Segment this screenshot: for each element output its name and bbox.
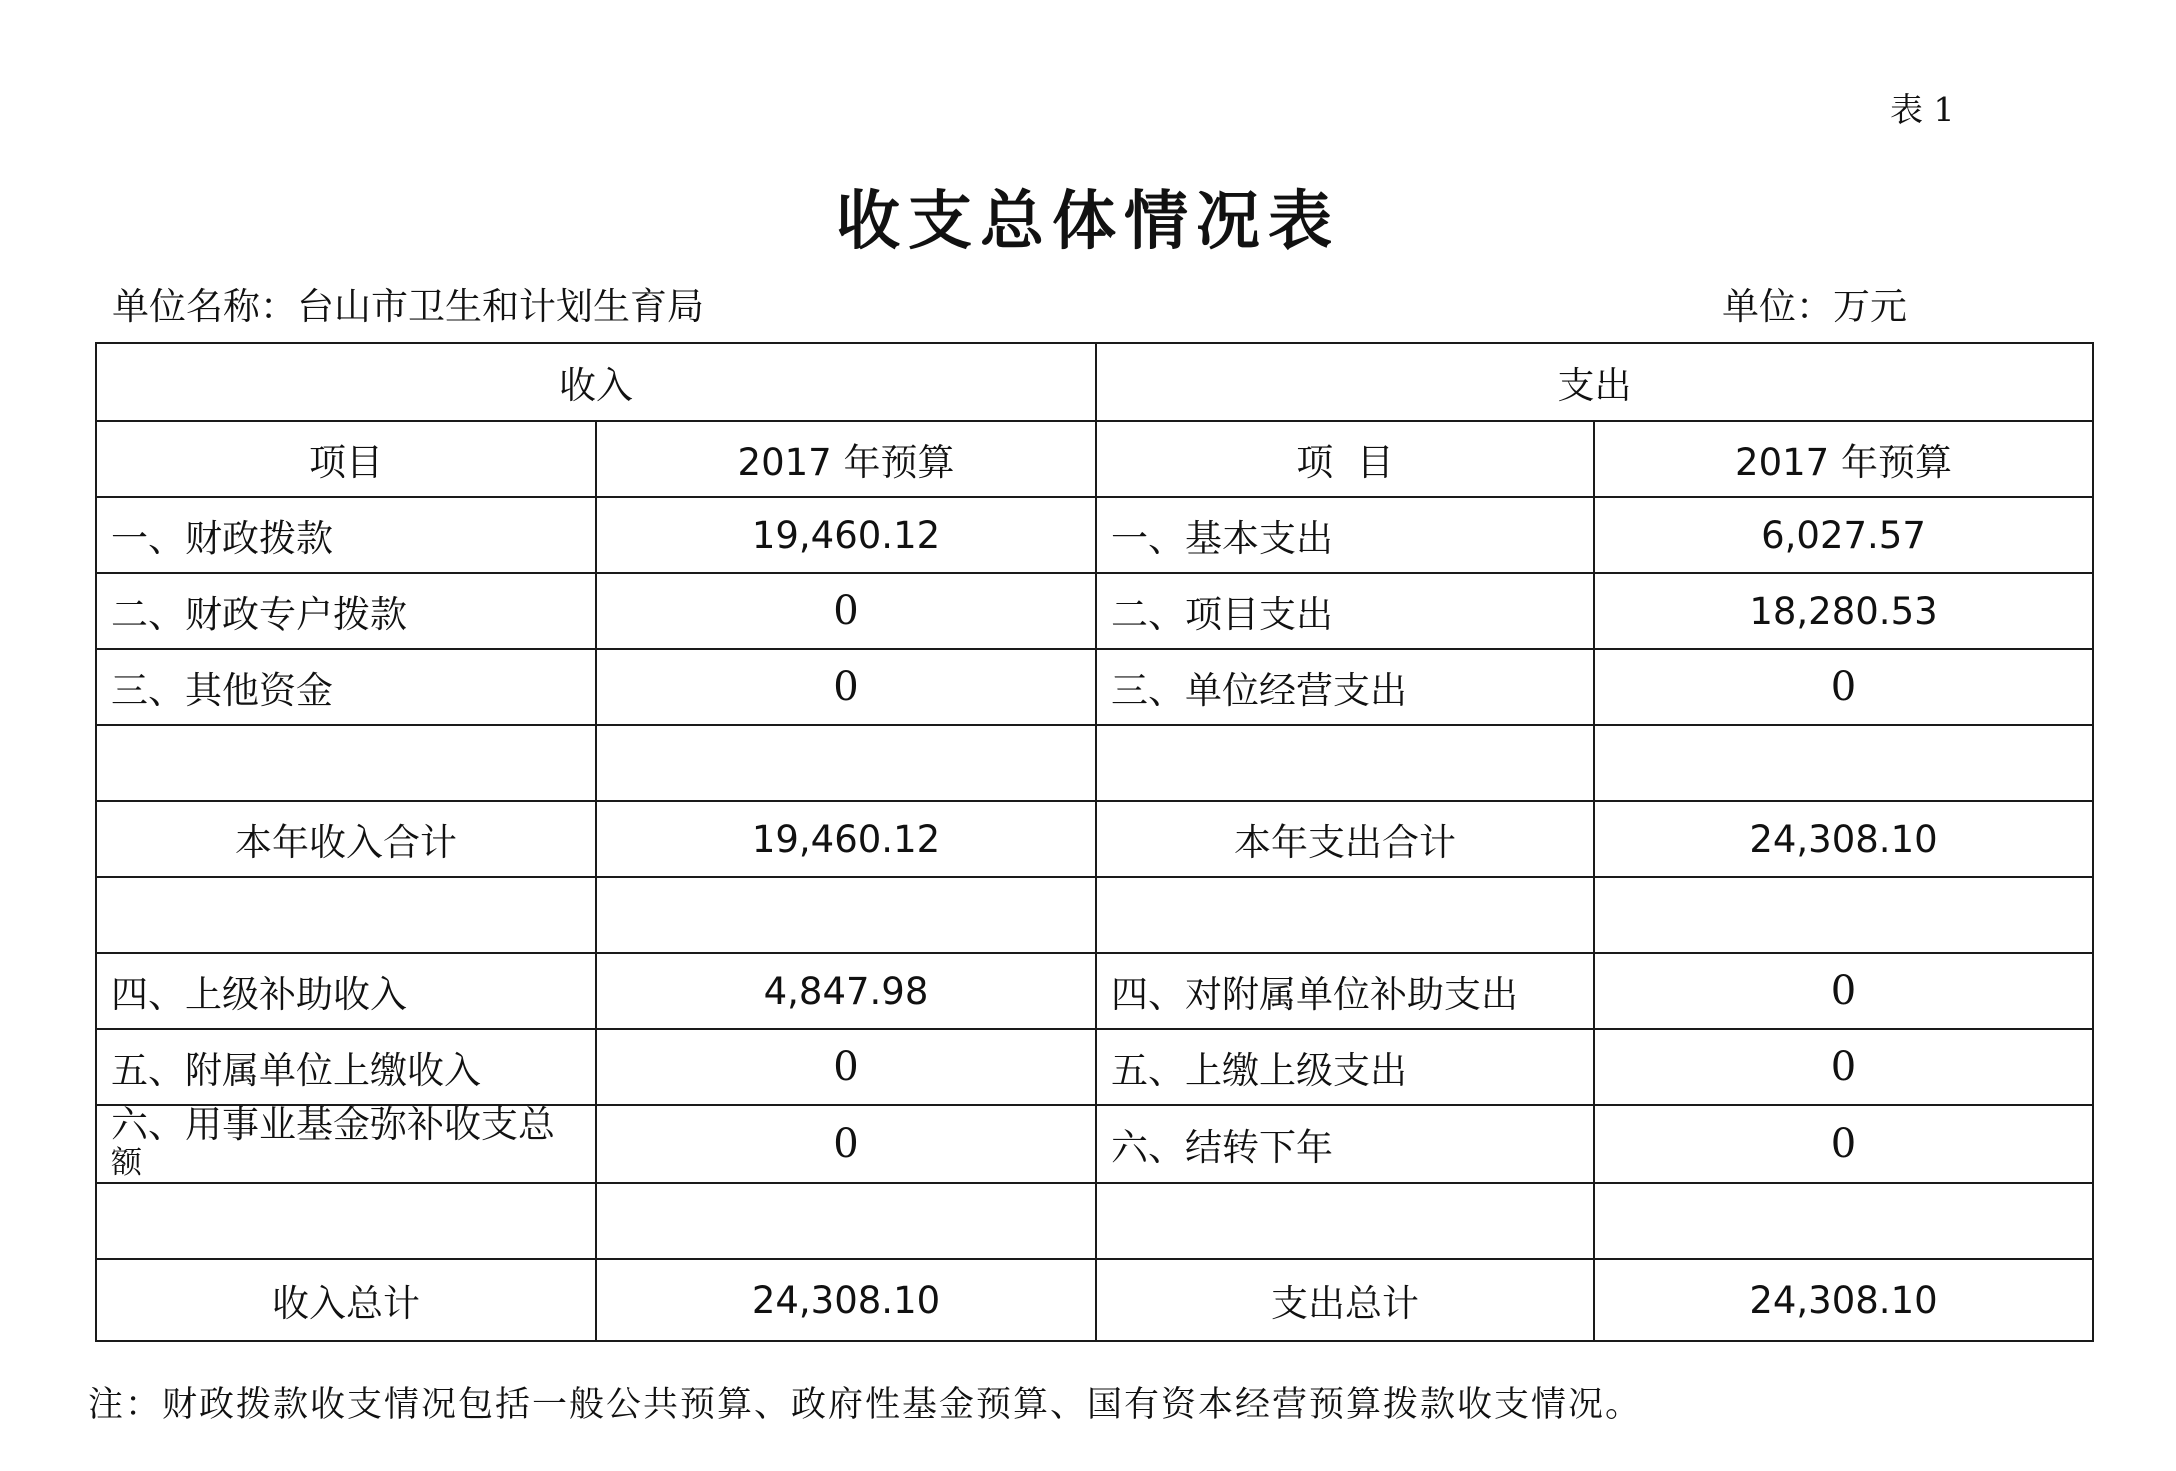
expense-value [1594,877,2093,953]
header-expense-item: 项 目 [1096,421,1594,497]
income-item [96,1183,596,1259]
income-subtotal-label: 本年收入合计 [96,801,596,877]
income-value [596,725,1096,801]
expense-item [1096,725,1594,801]
table-row-empty [96,1183,2093,1259]
table-row [96,1105,2093,1183]
table-row [96,649,2093,725]
expense-item [1096,877,1594,953]
income-item: 四、上级补助收入 [96,953,596,1029]
expense-subtotal-label: 本年支出合计 [1096,801,1594,877]
table-row-total [96,1259,2093,1341]
unit-line [112,276,1907,330]
document-title: 收支总体情况表 [836,185,1340,259]
budget-table [95,342,2094,1342]
expense-value: 0 [1594,1105,2093,1183]
header-expense-budget: 2017 年预算 [1594,421,2093,497]
table-row [96,497,2093,573]
income-subtotal-value: 19,460.12 [596,801,1096,877]
income-value: 0 [596,1029,1096,1105]
unit-of-measure: 单位：万元 [1722,285,1907,328]
income-item-line1: 六、用事业基金弥补收支总 [111,1103,555,1146]
income-item: 五、附属单位上缴收入 [96,1029,596,1105]
table-row [96,953,2093,1029]
table-row [96,573,2093,649]
income-total-label: 收入总计 [96,1259,596,1341]
table-row [96,1029,2093,1105]
table-number: 表 1 [1890,90,1955,129]
table-header-row [96,343,2093,421]
income-value [596,1183,1096,1259]
income-value: 4,847.98 [596,953,1096,1029]
expense-item: 二、项目支出 [1096,573,1594,649]
table-row-empty [96,877,2093,953]
expense-item: 一、基本支出 [1096,497,1594,573]
table-subheader-row [96,421,2093,497]
income-item-line2: 额 [111,1145,142,1181]
expense-total-value: 24,308.10 [1594,1259,2093,1341]
income-value: 0 [596,573,1096,649]
expense-item: 五、上缴上级支出 [1096,1029,1594,1105]
income-value [596,877,1096,953]
income-value: 0 [596,1105,1096,1183]
table-row-empty [96,725,2093,801]
income-item: 二、财政专户拨款 [96,573,596,649]
unit-name: 单位名称：台山市卫生和计划生育局 [112,285,704,328]
expense-value [1594,1183,2093,1259]
income-total-value: 24,308.10 [596,1259,1096,1341]
income-value: 19,460.12 [596,497,1096,573]
expense-item: 六、结转下年 [1096,1105,1594,1183]
expense-value: 0 [1594,649,2093,725]
expense-value: 18,280.53 [1594,573,2093,649]
expense-subtotal-value: 24,308.10 [1594,801,2093,877]
expense-value: 0 [1594,1029,2093,1105]
income-value: 0 [596,649,1096,725]
header-income: 收入 [96,343,1096,421]
expense-item [1096,1183,1594,1259]
expense-item: 四、对附属单位补助支出 [1096,953,1594,1029]
header-income-item: 项目 [96,421,596,497]
expense-total-label: 支出总计 [1096,1259,1594,1341]
income-item [96,1105,596,1183]
header-expense: 支出 [1096,343,2093,421]
income-item: 一、财政拨款 [96,497,596,573]
expense-value [1594,725,2093,801]
income-item [96,877,596,953]
expense-value: 0 [1594,953,2093,1029]
income-item: 三、其他资金 [96,649,596,725]
header-income-budget: 2017 年预算 [596,421,1096,497]
income-item [96,725,596,801]
expense-item: 三、单位经营支出 [1096,649,1594,725]
expense-value: 6,027.57 [1594,497,2093,573]
footnote: 注：财政拨款收支情况包括一般公共预算、政府性基金预算、国有资本经营预算拨款收支情况。 [88,1385,1643,1425]
table-row-subtotal [96,801,2093,877]
